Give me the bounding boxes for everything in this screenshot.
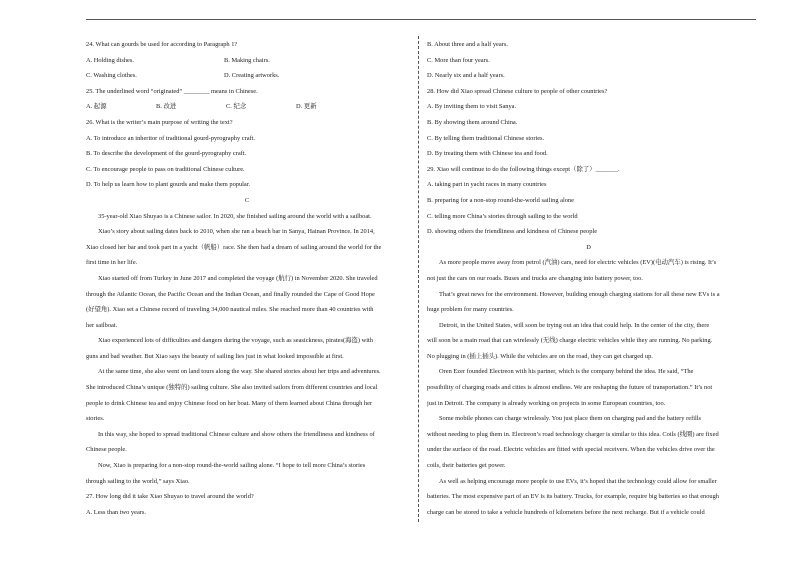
option-27-d: D. Nearly six and a half years. — [427, 72, 505, 80]
option-29-b: B. preparing for a non-stop round-the-world sailing alone — [427, 196, 574, 204]
passage-d-line: possibility of charging roads and cities is almost endless. We are reshaping the future of transportation.” It’s not — [427, 384, 713, 392]
option-25-b: B. 改进 — [156, 103, 177, 111]
passage-d-line: Some mobile phones can charge wirelessly. You just place them on charging pad and the battery refills — [439, 415, 702, 423]
option-28-c: C. By telling them traditional Chinese stories. — [427, 134, 545, 142]
right-column — [427, 37, 750, 520]
passage-c-line: Xiao started off from Turkey in June 2017 and completed the voyage (航行) in November 2020. She traveled — [98, 274, 378, 282]
passage-c-line: Xiao closed her bar and took part in a yacht（帆船）race. She then had a dream of sailing around the world for the — [86, 243, 382, 251]
passage-c-line: (好望角). Xiao set a Chinese record of traveling 34,000 nautical miles. She reached more than 40 countries with — [86, 306, 374, 314]
question-28: 28. How did Xiao spread Chinese culture to people of other countries? — [427, 87, 608, 95]
option-27-c: C. More than four years. — [427, 56, 490, 64]
passage-c-line: At the same time, she also went on land tours along the way. She shared stories about her trips and adventures. — [98, 368, 381, 376]
section-d-heading: D — [586, 243, 591, 251]
option-28-a: A. By inviting them to visit Sanya. — [427, 103, 517, 111]
top-rule — [86, 19, 756, 20]
option-24-c: C. Washing clothes. — [86, 72, 137, 80]
passage-c-line: stories. — [86, 415, 105, 423]
passage-c-line: Chinese people. — [86, 446, 127, 454]
option-24-d: D. Creating artworks. — [224, 72, 280, 80]
passage-d-line: As well as helping encourage more people to use EVs, it’s hoped that the technology could allow for smaller — [439, 477, 717, 485]
passage-c-line: guns and bad weather. But Xiao says the beauty of sailing lies just in what looked impossible at first. — [86, 352, 344, 360]
option-24-b: B. Making chairs. — [224, 56, 270, 64]
question-24-options-ab — [86, 53, 408, 69]
question-24: 24. What can gourds be used for according to Paragraph 1? — [86, 41, 238, 48]
passage-d-line: huge problem for many countries. — [427, 306, 514, 314]
passage-c-line: In this way, she hoped to spread traditional Chinese culture and show others the friendliness and kindness of — [98, 430, 375, 438]
passage-d-line: charge can be stored to take a vehicle hundreds of kilometers before the next recharge. But if a vehicle could — [427, 508, 705, 516]
passage-d-line: not just the cars on our roads. Buses and trucks are changing into battery power, too. — [427, 274, 643, 282]
option-24-a: A. Holding dishes. — [86, 56, 134, 64]
passage-d-line: batteries. The most expensive part of an EV is its battery. Trucks, for example, require big batteries so that enough — [427, 493, 720, 501]
option-28-d: D. By treating them with Chinese tea and food. — [427, 150, 548, 158]
option-26-b: B. To describe the development of the gourd-pyrography craft. — [86, 150, 247, 158]
option-25-a: A. 起源 — [86, 103, 107, 111]
question-25-options — [86, 99, 408, 115]
question-26: 26. What is the writer’s main purpose of writing the text? — [86, 118, 233, 126]
column-divider — [418, 36, 419, 522]
passage-d-line: under the surface of the road. Electric vehicles are fitted with special receivers. When the vehicles drive over the — [427, 446, 715, 454]
passage-c-line: first time in her life. — [86, 259, 138, 267]
question-27: 27. How long did it take Xiao Shuyao to travel around the world? — [86, 493, 254, 501]
passage-d-line: Oren Ezer founded Electreon with his partner, which is the company behind the idea. He said, “The — [439, 368, 694, 376]
passage-c-line: Xiao’s story about sailing dates back to 2010, when she ran a beach bar in Sanya, Hainan Province. In 2014, — [98, 228, 375, 236]
option-29-a: A. taking part in yacht races in many countries — [427, 181, 547, 189]
passage-c-line: people to drink Chinese tea and enjoy Chinese food on her boat. Many of them learned about China through her — [86, 399, 373, 407]
passage-c-line: Now, Xiao is preparing for a non-stop round-the-world sailing alone. “I hope to tell more China’s stories — [98, 462, 366, 470]
passage-d-line: just in Detroit. The company is already working on projects in some European countries, too. — [427, 399, 666, 407]
section-c-heading: C — [244, 196, 250, 204]
question-29: 29. Xiao will continue to do the following things except（除了）_______. — [427, 165, 620, 173]
passage-d-line: coils, their batteries get power. — [427, 462, 506, 470]
passage-c-line: through the Atlantic Ocean, the Pacific Ocean and the Indian Ocean, and finally rounded the Cape of Good Hope — [86, 290, 375, 298]
passage-c-line: through sailing to the world,” says Xiao. — [86, 477, 190, 485]
option-27-b: B. About three and a half years. — [427, 41, 508, 48]
option-26-d: D. To help us learn how to plant gourds and make them popular. — [86, 181, 251, 189]
option-26-a: A. To introduce an inheritor of traditional gourd-pyrography craft. — [86, 134, 256, 142]
passage-c-line: She introduced China’s unique (独特的) sailing culture. She also invited sailors from different countries and local — [86, 384, 378, 392]
passage-c-line: her sailboat. — [86, 321, 118, 329]
passage-d-line: Detroit, in the United States, will soon be trying out an idea that could help. In the center of the city, there — [439, 321, 710, 329]
passage-d-line: No plugging in (插上插头). While the vehicles are on the road, they can get charged up. — [427, 352, 653, 360]
passage-d-line: without needing to plug them in. Electreon’s road technology charger is similar to this idea. Coils (线圈) are fixed — [427, 430, 719, 438]
left-column — [86, 37, 408, 520]
option-25-d: D. 更新 — [296, 103, 317, 111]
option-29-d: D. showing others the friendliness and kindness of Chinese people — [427, 228, 598, 236]
option-29-c: C. telling more China’s stories through sailing to the world — [427, 212, 578, 220]
passage-d-line: As more people move away from petrol (汽油) cars, need for electric vehicles (EV)(电动汽车) is rising. It’s — [439, 259, 717, 267]
passage-d-line: will soon be a main road that can wirelessly (无线) charge electric vehicles while they are running. No parking. — [427, 337, 713, 345]
option-25-c: C. 纪念 — [226, 103, 247, 111]
question-24-options-cd — [86, 68, 408, 84]
passage-d-line: That’s great news for the environment. However, building enough charging stations for all these new EVs is a — [439, 290, 720, 298]
option-27-a: A. Less than two years. — [86, 508, 146, 516]
question-25: 25. The underlined word “originated” ________ means in Chinese. — [86, 87, 258, 95]
option-28-b: B. By showing them around China. — [427, 118, 518, 126]
passage-c-line: 35-year-old Xiao Shuyao is a Chinese sailor. In 2020, she finished sailing around the world with a sailboat. — [98, 212, 372, 220]
passage-c-line: Xiao experienced lots of difficulties and dangers during the voyage, such as seasickness, pirates(海盗) with — [98, 337, 373, 345]
option-26-c: C. To encourage people to pass on traditional Chinese culture. — [86, 165, 245, 173]
